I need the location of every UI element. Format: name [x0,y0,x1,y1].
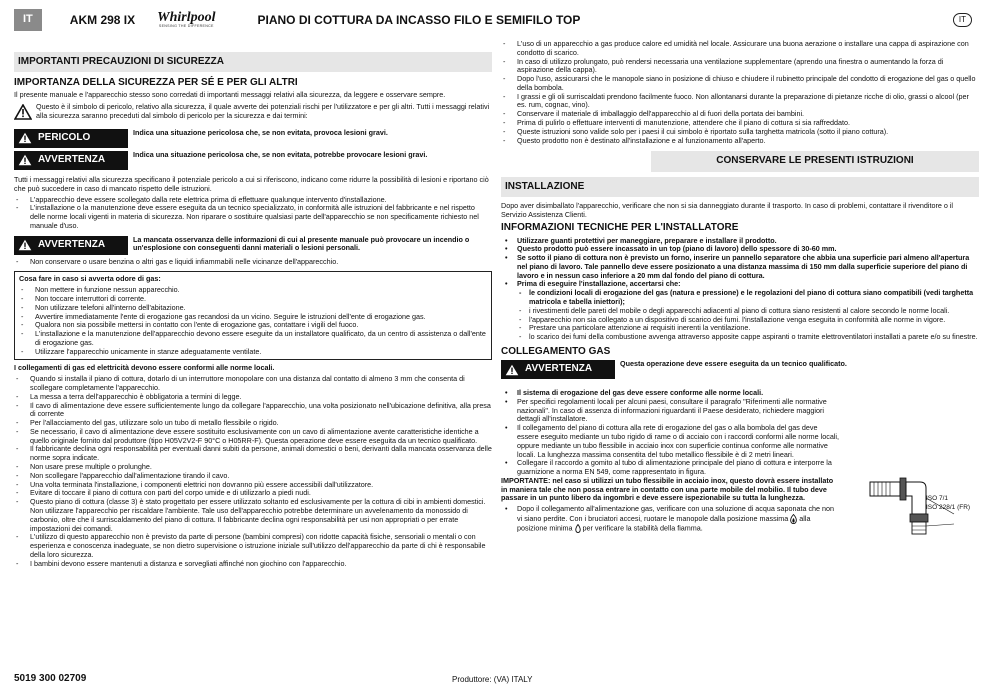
gas-connection-figure [868,468,978,556]
list-item: - L'apparecchio deve essere scollegato dalla rete elettrica prima di effettuare qualunque intervento d'installazione. [14,196,492,205]
gas-list [501,389,841,477]
list-item: - Queste istruzioni sono valide solo per i paesi il cui simbolo è riportato sulla targhetta matricola (sotto il piano cottura). [501,128,979,137]
important-note: IMPORTANTE: nel caso si utilizzi un tubo flessibile in acciaio inox, questo dovrà essere installato in maniera tale che non possa entrare in contatto con una parte mobile del mobilio. Il tubo deve passare in un punto libero da ingombri e deve essere ispezionabile su tutta la lunghezza. [501,475,834,503]
model-number: AKM 298 IX [69,12,136,27]
avvertenza2-text: La mancata osservanza delle informazioni di cui al presente manuale può provocare un incendio o un'esplosione con conseguenti danni materiali o lesioni personali. [133,234,470,253]
warning-triangle-icon [18,132,32,144]
list-item: • Il sistema di erogazione del gas deve essere conforme alle norme locali. [501,389,841,398]
page-header [14,6,980,34]
warning-triangle-icon [14,103,36,123]
list-item: - Il fabbricante declina ogni responsabilità per eventuali danni subiti da persone, animali domestici o beni, derivanti dalla mancata osservanza delle norme sopra indicate. [14,445,492,463]
leak-check-text-a: Dopo il collegamento all'alimentazione gas, verificare con una soluzione di acqua saponata che non vi siano perdite. Con i bruciatori accesi, ruotare le manopole dalla posizione massima [517,504,835,523]
list-item: - Conservare il materiale di imballaggio dell'apparecchio al di fuori della portata dei bambini. [501,110,979,119]
leak-check-text-b: alla posizione minima [517,513,811,533]
list-item: - Se necessario, il cavo di alimentazione deve essere sostituito esclusivamente con un cavo di alimentazione avente caratteristiche identiche a quello originale fornito dal produttore (tipo H05V2V2-F 90°C o H05RR-F). Questa operazione deve essere eseguita da un tecnico qualificato. [14,428,492,446]
brand-name: Whirlpool [157,10,216,26]
warning-triangle-icon [505,364,519,376]
list-item: - Quando si installa il piano di cottura, dotarlo di un interruttore monopolare con una distanza dal contatto di almeno 3 mm che consenta di scollegare completamente l'apparecchio. [14,375,492,393]
list-item: • Utilizzare guanti protettivi per maneggiare, preparare e installare il prodotto. [501,237,979,246]
list-item: - I bambini devono essere mantenuti a distanza e sorvegliati affinché non giochino con l'apparecchio. [14,560,492,569]
conserve-header: CONSERVARE LE PRESENTI ISTRUZIONI [651,151,979,171]
gas-avvertenza-badge [501,360,615,379]
list-item: - L'uso di un apparecchio a gas produce calore ed umidità nel locale. Assicurare una buona aerazione o installare una cappa di aspirazione con condotto di scarico. [501,40,979,58]
list-item: - Qualora non sia possibile mettersi in contatto con l'ente di erogazione gas, contattare i vigili del fuoco. [19,321,487,330]
list-item: - La messa a terra dell'apparecchio è obbligatoria a termini di legge. [14,393,492,402]
safety-intro: Il presente manuale e l'apparecchio stesso sono corredati di importanti messaggi relativi alla sicurezza, da leggere e osservare sempre. [14,90,446,100]
list-item: - lo scarico dei fumi della combustione avvenga attraverso apposite cappe aspiranti o tramite elettroventilatori installati a parete e/o su finestre. [501,333,979,342]
brand-tagline: SENSING THE DIFFERENCE [158,24,214,29]
messages-list [14,196,492,231]
messages-intro: Tutti i messaggi relativi alla sicurezza specificano il potenziale pericolo a cui si riferiscono, indicano come ridurre la possibilità di lesioni e riportano ciò che può succedere in caso di mancato rispetto delle istruzioni. [14,174,489,193]
safety-section-header: IMPORTANTI PRECAUZIONI DI SICUREZZA [14,52,492,72]
left-column [14,52,492,568]
list-item: - Il cavo di alimentazione deve essere sufficientemente lungo da collegare l'apparecchio, una volta posizionato nell'ubicazione definitiva, alla presa di corrente [14,402,492,420]
gas-odor-box [14,271,492,360]
list-item: • Se sotto il piano di cottura non è previsto un forno, inserire un pannello separatore che abbia una superficie pari almeno all'apertura nel piano di lavoro. Tale pannello deve essere posizionato a una distanza massima di 150 mm dalla superficie superiore del piano di lavoro e in nessun caso inferiore a 20 mm dal fondo del piano di cottura. [501,254,979,280]
figure-label-iso-228: ISO 228/1 (FR) [926,504,971,511]
list-item: - L'installazione o la manutenzione deve essere eseguita da un tecnico specializzato, in conformità alle istruzioni del fabbricante e nel rispetto delle norme locali vigenti in materia di sicurezza. Non riparare o sostituire qualsiasi parte dell'apparecchio se non specificamente richiesto nel manuale d'uso. [14,204,492,230]
list-item: - Questo prodotto non è destinato all'installazione e al funzionamento all'aperto. [501,137,979,146]
language-code: IT [14,9,42,30]
list-item: - Non scollegare l'apparecchio dall'alimentazione tirando il cavo. [14,472,492,481]
tech-heading: INFORMAZIONI TECNICHE PER L'INSTALLATORE [501,222,739,234]
avvertenza2-row [14,236,492,255]
warning-triangle-icon [18,154,32,166]
flame-max-icon [790,514,797,524]
list-item: - Evitare di toccare il piano di cottura con parti del corpo umide e di utilizzarlo a piedi nudi. [14,489,492,498]
list-item: • Prima di eseguire l'installazione, accertarsi che: [501,280,979,289]
list-item: - L'utilizzo di questo apparecchio non è previsto da parte di persone (bambini compresi) con ridotte capacità fisiche, sensoriali o mentali o con esperienza e conoscenza inadeguate, se non dietro supervisione o istruzione iniziale sull'utilizzo dell'apparecchio da parte di chi è responsabile della loro sicurezza. [14,533,492,559]
connections-list [14,375,492,568]
install-text: Dopo aver disimballato l'apparecchio, verificare che non si sia danneggiato durante il trasporto. In caso di problemi, contattare il rivenditore o il Servizio Assistenza Clienti. [501,200,954,219]
tech-list [501,237,979,290]
list-item: • Questo prodotto può essere incassato in un top (piano di lavoro) dello spessore di 30-60 mm. [501,245,979,254]
list-item: • Il collegamento del piano di cottura alla rete di erogazione del gas o alla bombola del gas deve essere eseguito mediante un tubo rigido di rame o di acciaio con i raccordi conformi alle norme locali, oppure mediante un tubo flessibile in acciaio inox con superficie continua conforme alle normative locali. La lunghezza massima consentita del tubo metallico flessibile è di 2 metri lineari. [501,424,841,459]
list-item: - Non mettere in funzione nessun apparecchio. [19,286,487,295]
list-item: - Non conservare o usare benzina o altri gas e liquidi infiammabili nelle vicinanze dell'apparecchio. [14,258,492,267]
pericolo-label: PERICOLO [38,132,91,144]
leak-check-text-c: per verificare la stabilità della fiamma. [582,523,703,533]
gas-avvertenza-text: Questa operazione deve essere eseguita da un tecnico qualificato. [620,359,847,369]
leak-check-list [501,505,841,533]
list-item [501,505,841,533]
document-title: PIANO DI COTTURA DA INCASSO FILO E SEMIFILO TOP [257,12,581,27]
gas-avvertenza-row [501,360,979,379]
gas-box-list [19,286,487,356]
tech-sub-list [501,289,979,342]
brand-logo [157,11,215,29]
elbow-fitting-illustration [868,468,978,538]
list-item: - Non toccare interruttori di corrente. [19,295,487,304]
list-item: - Non usare prese multiple o prolunghe. [14,463,492,472]
list-item: - Utilizzare l'apparecchio unicamente in stanze adeguatamente ventilate. [19,348,487,357]
list-item: - Prima di pulirlo o effettuare interventi di manutenzione, attendere che il piano di cottura si sia raffreddato. [501,119,979,128]
language-circle: IT [953,13,972,27]
pericolo-text: Indica una situazione pericolosa che, se non evitata, provoca lesioni gravi. [133,127,388,137]
warning-triangle-icon [18,239,32,251]
list-item: - Prestare una particolare attenzione ai requisiti inerenti la ventilazione. [501,324,979,333]
safety-heading: IMPORTANZA DELLA SICUREZZA PER SÉ E PER GLI ALTRI [14,77,298,89]
document-code: 5019 300 02709 [14,673,87,684]
gas-box-title: Cosa fare in caso si avverta odore di gas: [19,274,161,284]
list-item: - Dopo l'uso, assicurarsi che le manopole siano in posizione di chiuso e chiudere il rubinetto principale del condotto di erogazione del gas o quello della bombola. [501,75,979,93]
avvertenza2-badge [14,236,128,255]
flame-min-icon [575,524,581,533]
install-header: INSTALLAZIONE [501,177,979,197]
list-item: - I grassi e gli oli surriscaldati prendono facilmente fuoco. Non allontanarsi durante la preparazione di pietanze ricche di olio, grassi o alcool (per es. rum, cognac, vino). [501,93,979,111]
danger-symbol-text: Questo è il simbolo di pericolo, relativo alla sicurezza, il quale avverte dei potenziali rischi per l'utilizzatore e per gli altri. Tutti i messaggi relativi alla sicurezza saranno preceduti dal simbolo di pericolo per la sicurezza e dai termini: [36,102,490,120]
list-item: - Per l'allacciamento del gas, utilizzare solo un tubo di metallo flessibile o rigido. [14,419,492,428]
list-item: • Collegare il raccordo a gomito al tubo di alimentazione principale del piano di cottura e interporre la guarnizione a norma EN 549, come rappresentato in figura. [501,459,841,477]
benzina-list [14,258,492,267]
list-item: • Per specifici regolamenti locali per alcuni paesi, consultare il paragrafo "Riferimenti alle normative nazionali". In caso di assenza di informazioni riguardanti il Paese desiderato, richiedere maggiori dettagli all'installatore. [501,398,841,424]
usage-list [501,40,979,145]
connections-title: I collegamenti di gas ed elettricità devono essere conformi alle norme locali. [14,363,275,373]
gas-avvertenza-label: AVVERTENZA [525,363,593,375]
list-item: - Avvertire immediatamente l'ente di erogazione gas recandosi da un vicino. Seguire le istruzioni dell'ente di erogazione gas. [19,313,487,322]
pericolo-row [14,129,492,148]
danger-symbol-row [14,103,492,123]
avvertenza-text: Indica una situazione pericolosa che, se non evitata, potrebbe provocare lesioni gravi. [133,149,428,159]
list-item: - Una volta terminata l'installazione, i componenti elettrici non dovranno più essere accessibili dall'utilizzatore. [14,481,492,490]
avvertenza2-label: AVVERTENZA [38,239,106,251]
avvertenza-badge [14,151,128,170]
right-column [501,40,979,533]
pericolo-badge [14,129,128,148]
list-item: - Non utilizzare telefoni all'interno dell'abitazione. [19,304,487,313]
producer-text: Produttore: (VA) ITALY [452,675,533,684]
figure-label-iso-7: ISO 7/1 [926,495,949,502]
gas-heading: COLLEGAMENTO GAS [501,345,611,357]
avvertenza-row [14,151,492,170]
list-item: - Questo piano di cottura (classe 3) è stato progettato per essere utilizzato soltanto ed esclusivamente per la cottura di cibi in ambienti domestici. Non utilizzare l'apparecchio per riscaldare l'ambiente. Tale uso dell'apparecchio potrebbe determinare un avvelenamento da monossido di carbonio, oltre che il surriscaldamento del piano di cottura. Il fabbricante declina ogni responsabilità per usi non appropriati o per errate impostazioni dei comandi. [14,498,492,533]
list-item: - L'installazione e la manutenzione dell'apparecchio devono essere eseguite da un installatore qualificato, da un centro di assistenza o dall'ente di erogazione gas. [19,330,487,348]
list-item: - In caso di utilizzo prolungato, può rendersi necessaria una ventilazione supplementare (aprendo una finestra o aumentando la forza di aspirazione della cappa). [501,58,979,76]
list-item: - le condizioni locali di erogazione del gas (natura e pressione) e le regolazioni del piano di cottura siano compatibili (vedi targhetta matricola e tabella iniettori); [501,289,979,307]
list-item: - l'apparecchio non sia collegato a un dispositivo di scarico dei fumi. l'installazione venga eseguita in conformità alle norme in vigore. [501,316,979,325]
list-item: - i rivestimenti delle pareti del mobile o degli apparecchi adiacenti al piano di cottura siano resistenti al calore secondo le norme locali. [501,307,979,316]
avvertenza-label: AVVERTENZA [38,154,106,166]
